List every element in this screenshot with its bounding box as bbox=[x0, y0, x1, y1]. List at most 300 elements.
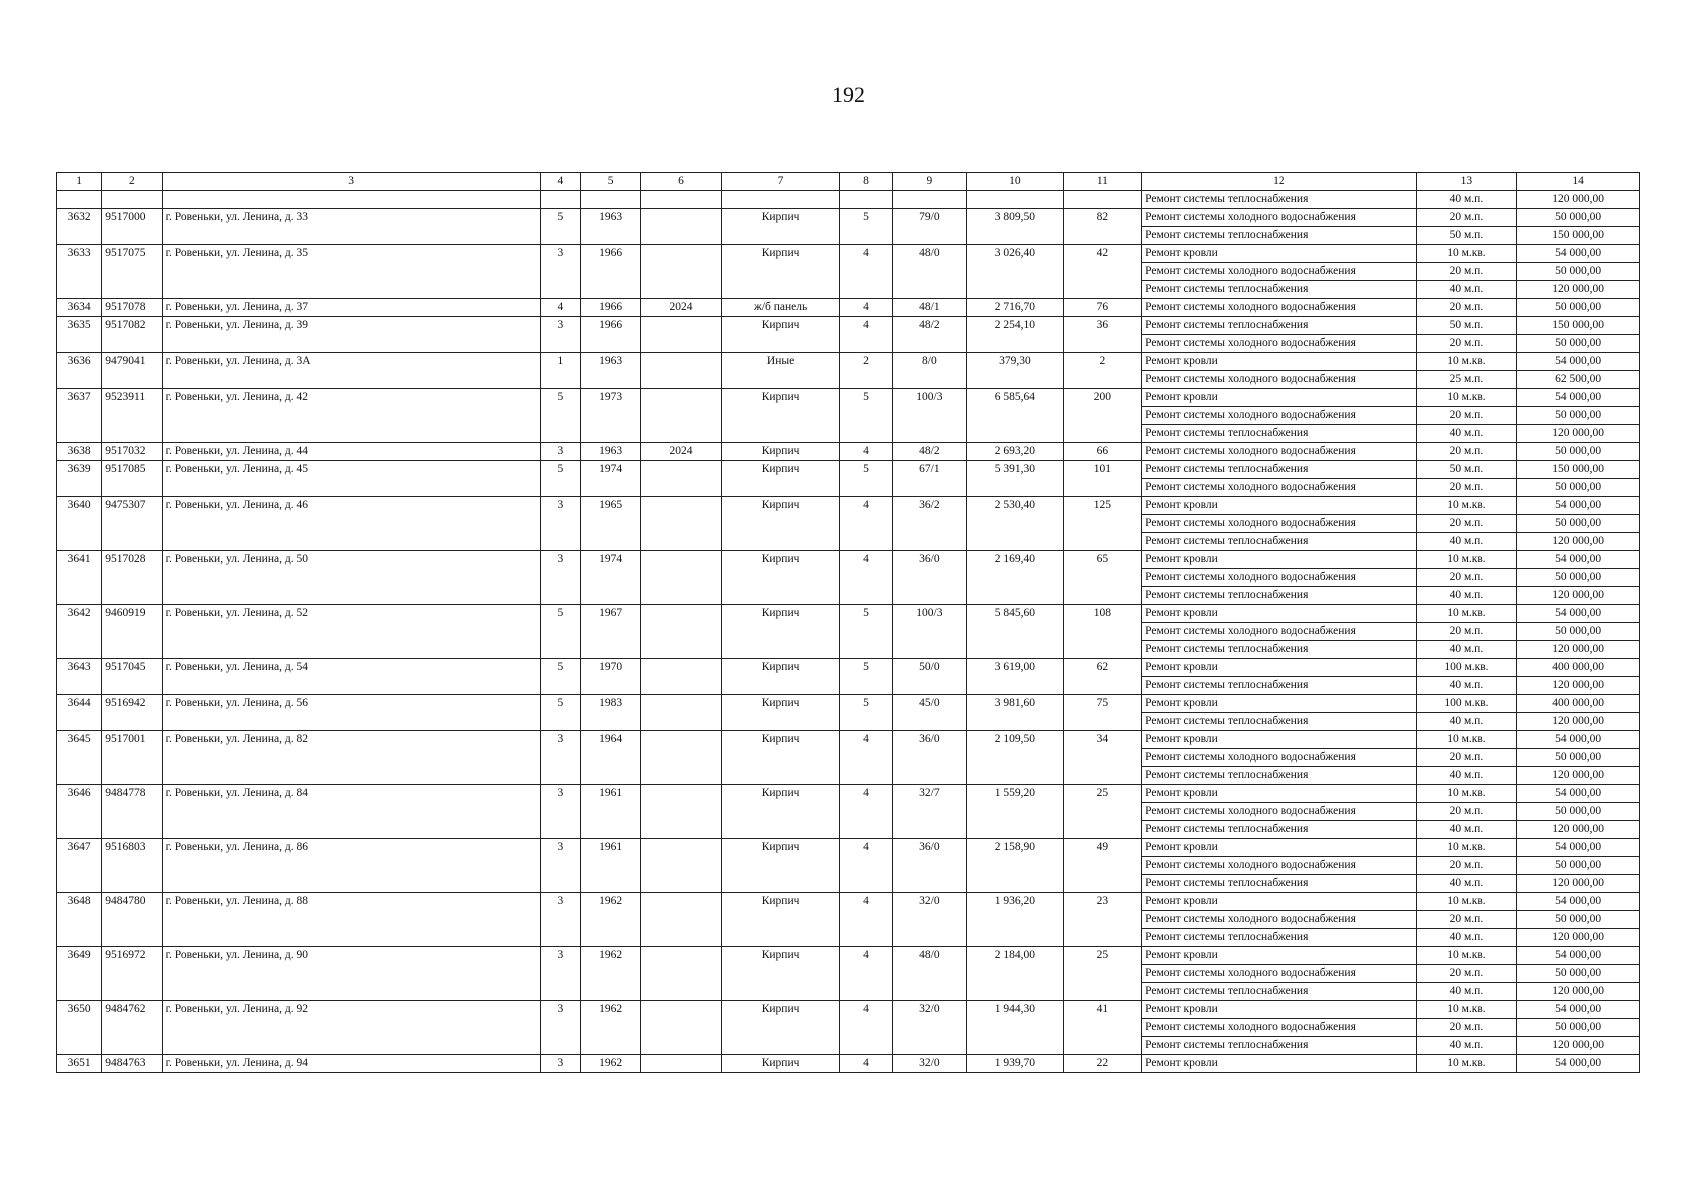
year-built-cell: 1962 bbox=[580, 893, 640, 947]
work-type-cell: Ремонт системы холодного водоснабжения bbox=[1142, 263, 1417, 281]
address-cell: г. Ровеньки, ул. Ленина, д. 86 bbox=[162, 839, 540, 893]
work-type-cell: Ремонт системы холодного водоснабжения bbox=[1142, 623, 1417, 641]
column-4-cell: 4 bbox=[540, 299, 580, 317]
row-number-cell: 3640 bbox=[57, 497, 102, 551]
column-11-cell: 41 bbox=[1063, 1001, 1141, 1055]
table-row bbox=[57, 443, 1640, 461]
work-cost-cell: 400 000,00 bbox=[1517, 695, 1640, 713]
work-cost-cell: 120 000,00 bbox=[1517, 587, 1640, 605]
work-cost-cell: 120 000,00 bbox=[1517, 425, 1640, 443]
column-9-cell: 48/2 bbox=[892, 443, 966, 461]
table-row bbox=[57, 1055, 1640, 1073]
work-cost-cell: 54 000,00 bbox=[1517, 839, 1640, 857]
table-body bbox=[57, 191, 1640, 1073]
address-cell: г. Ровеньки, ул. Ленина, д. 54 bbox=[162, 659, 540, 695]
work-cost-cell: 54 000,00 bbox=[1517, 551, 1640, 569]
column-header-11: 11 bbox=[1063, 173, 1141, 191]
work-cost-cell: 120 000,00 bbox=[1517, 713, 1640, 731]
work-volume-cell: 40 м.п. bbox=[1416, 425, 1517, 443]
column-header-9: 9 bbox=[892, 173, 966, 191]
table-row bbox=[57, 785, 1640, 803]
column-4-cell: 5 bbox=[540, 659, 580, 695]
building-code-cell: 9517001 bbox=[102, 731, 162, 785]
work-type-cell: Ремонт системы теплоснабжения bbox=[1142, 461, 1417, 479]
address-cell: г. Ровеньки, ул. Ленина, д. 42 bbox=[162, 389, 540, 443]
column-9-cell: 32/0 bbox=[892, 893, 966, 947]
work-cost-cell: 54 000,00 bbox=[1517, 497, 1640, 515]
row-number-cell: 3644 bbox=[57, 695, 102, 731]
work-cost-cell: 62 500,00 bbox=[1517, 371, 1640, 389]
work-type-cell: Ремонт кровли bbox=[1142, 731, 1417, 749]
work-cost-cell: 50 000,00 bbox=[1517, 407, 1640, 425]
column-11-cell: 65 bbox=[1063, 551, 1141, 605]
year-built-cell: 1965 bbox=[580, 497, 640, 551]
year-built-cell: 1963 bbox=[580, 209, 640, 245]
work-volume-cell: 40 м.п. bbox=[1416, 533, 1517, 551]
work-type-cell: Ремонт кровли bbox=[1142, 1001, 1417, 1019]
column-8-cell: 4 bbox=[840, 551, 892, 605]
column-8-cell: 5 bbox=[840, 605, 892, 659]
page-number: 192 bbox=[832, 82, 865, 107]
column-8-cell: 4 bbox=[840, 731, 892, 785]
column-9-cell: 48/2 bbox=[892, 317, 966, 353]
work-cost-cell: 54 000,00 bbox=[1517, 1001, 1640, 1019]
year-built-cell: 1963 bbox=[580, 443, 640, 461]
column-9-cell: 45/0 bbox=[892, 695, 966, 731]
work-volume-cell: 50 м.п. bbox=[1416, 227, 1517, 245]
work-volume-cell: 10 м.кв. bbox=[1416, 245, 1517, 263]
column-11-cell: 75 bbox=[1063, 695, 1141, 731]
work-volume-cell: 10 м.кв. bbox=[1416, 947, 1517, 965]
table-row bbox=[57, 353, 1640, 371]
column-header-8: 8 bbox=[840, 173, 892, 191]
work-volume-cell: 20 м.п. bbox=[1416, 407, 1517, 425]
column-8-cell: 4 bbox=[840, 245, 892, 299]
empty-cell bbox=[721, 191, 840, 209]
address-cell: г. Ровеньки, ул. Ленина, д. 82 bbox=[162, 731, 540, 785]
row-number-cell: 3638 bbox=[57, 443, 102, 461]
building-code-cell: 9484763 bbox=[102, 1055, 162, 1073]
address-cell: г. Ровеньки, ул. Ленина, д. 46 bbox=[162, 497, 540, 551]
area-cell: 1 559,20 bbox=[967, 785, 1064, 839]
column-6-cell bbox=[641, 551, 721, 605]
work-cost-cell: 120 000,00 bbox=[1517, 821, 1640, 839]
empty-cell bbox=[57, 191, 102, 209]
row-number-cell: 3633 bbox=[57, 245, 102, 299]
work-type-cell: Ремонт кровли bbox=[1142, 245, 1417, 263]
work-cost-cell: 50 000,00 bbox=[1517, 479, 1640, 497]
work-type-cell: Ремонт кровли bbox=[1142, 785, 1417, 803]
work-cost-cell: 50 000,00 bbox=[1517, 335, 1640, 353]
column-header-4: 4 bbox=[540, 173, 580, 191]
column-4-cell: 3 bbox=[540, 839, 580, 893]
column-4-cell: 3 bbox=[540, 893, 580, 947]
work-cost-cell: 150 000,00 bbox=[1517, 461, 1640, 479]
area-cell: 6 585,64 bbox=[967, 389, 1064, 443]
column-6-cell bbox=[641, 209, 721, 245]
row-number-cell: 3649 bbox=[57, 947, 102, 1001]
building-code-cell: 9475307 bbox=[102, 497, 162, 551]
column-6-cell bbox=[641, 785, 721, 839]
table-row bbox=[57, 605, 1640, 623]
column-6-cell bbox=[641, 497, 721, 551]
column-9-cell: 32/7 bbox=[892, 785, 966, 839]
work-cost-cell: 50 000,00 bbox=[1517, 299, 1640, 317]
work-volume-cell: 20 м.п. bbox=[1416, 803, 1517, 821]
work-type-cell: Ремонт системы теплоснабжения bbox=[1142, 713, 1417, 731]
row-number-cell: 3646 bbox=[57, 785, 102, 839]
work-volume-cell: 10 м.кв. bbox=[1416, 551, 1517, 569]
column-6-cell bbox=[641, 245, 721, 299]
wall-material-cell: Кирпич bbox=[721, 1055, 840, 1073]
work-cost-cell: 150 000,00 bbox=[1517, 227, 1640, 245]
building-code-cell: 9517032 bbox=[102, 443, 162, 461]
empty-cell bbox=[840, 191, 892, 209]
work-type-cell: Ремонт системы холодного водоснабжения bbox=[1142, 335, 1417, 353]
wall-material-cell: Кирпич bbox=[721, 947, 840, 1001]
column-header-2: 2 bbox=[102, 173, 162, 191]
table-row bbox=[57, 245, 1640, 263]
row-number-cell: 3635 bbox=[57, 317, 102, 353]
column-8-cell: 4 bbox=[840, 497, 892, 551]
work-volume-cell: 20 м.п. bbox=[1416, 209, 1517, 227]
wall-material-cell: Кирпич bbox=[721, 731, 840, 785]
work-type-cell: Ремонт кровли bbox=[1142, 839, 1417, 857]
year-built-cell: 1966 bbox=[580, 299, 640, 317]
work-volume-cell: 10 м.кв. bbox=[1416, 893, 1517, 911]
table-row bbox=[57, 551, 1640, 569]
area-cell: 1 936,20 bbox=[967, 893, 1064, 947]
building-code-cell: 9479041 bbox=[102, 353, 162, 389]
column-9-cell: 36/2 bbox=[892, 497, 966, 551]
column-6-cell bbox=[641, 731, 721, 785]
work-type-cell: Ремонт кровли bbox=[1142, 389, 1417, 407]
column-4-cell: 3 bbox=[540, 245, 580, 299]
row-number-cell: 3650 bbox=[57, 1001, 102, 1055]
area-cell: 3 026,40 bbox=[967, 245, 1064, 299]
address-cell: г. Ровеньки, ул. Ленина, д. 44 bbox=[162, 443, 540, 461]
work-type-cell: Ремонт системы теплоснабжения bbox=[1142, 317, 1417, 335]
table-row bbox=[57, 191, 1640, 209]
work-type-cell: Ремонт системы теплоснабжения bbox=[1142, 875, 1417, 893]
wall-material-cell: Кирпич bbox=[721, 461, 840, 497]
work-volume-cell: 20 м.п. bbox=[1416, 857, 1517, 875]
work-type-cell: Ремонт кровли bbox=[1142, 497, 1417, 515]
column-4-cell: 5 bbox=[540, 605, 580, 659]
address-cell: г. Ровеньки, ул. Ленина, д. 52 bbox=[162, 605, 540, 659]
address-cell: г. Ровеньки, ул. Ленина, д. 84 bbox=[162, 785, 540, 839]
column-9-cell: 36/0 bbox=[892, 839, 966, 893]
column-8-cell: 4 bbox=[840, 893, 892, 947]
work-volume-cell: 20 м.п. bbox=[1416, 479, 1517, 497]
wall-material-cell: Кирпич bbox=[721, 209, 840, 245]
row-number-cell: 3639 bbox=[57, 461, 102, 497]
area-cell: 2 184,00 bbox=[967, 947, 1064, 1001]
column-9-cell: 8/0 bbox=[892, 353, 966, 389]
work-cost-cell: 120 000,00 bbox=[1517, 641, 1640, 659]
work-type-cell: Ремонт кровли bbox=[1142, 1055, 1417, 1073]
work-volume-cell: 40 м.п. bbox=[1416, 677, 1517, 695]
column-4-cell: 5 bbox=[540, 209, 580, 245]
column-header-6: 6 bbox=[641, 173, 721, 191]
column-11-cell: 49 bbox=[1063, 839, 1141, 893]
work-volume-cell: 40 м.п. bbox=[1416, 983, 1517, 1001]
year-built-cell: 1974 bbox=[580, 551, 640, 605]
column-9-cell: 48/1 bbox=[892, 299, 966, 317]
column-8-cell: 5 bbox=[840, 659, 892, 695]
area-cell: 2 169,40 bbox=[967, 551, 1064, 605]
work-type-cell: Ремонт системы холодного водоснабжения bbox=[1142, 1019, 1417, 1037]
work-volume-cell: 10 м.кв. bbox=[1416, 1001, 1517, 1019]
address-cell: г. Ровеньки, ул. Ленина, д. 90 bbox=[162, 947, 540, 1001]
address-cell: г. Ровеньки, ул. Ленина, д. 33 bbox=[162, 209, 540, 245]
work-volume-cell: 40 м.п. bbox=[1416, 713, 1517, 731]
work-type-cell: Ремонт системы теплоснабжения bbox=[1142, 821, 1417, 839]
year-built-cell: 1974 bbox=[580, 461, 640, 497]
column-8-cell: 5 bbox=[840, 209, 892, 245]
wall-material-cell: Кирпич bbox=[721, 695, 840, 731]
work-type-cell: Ремонт системы теплоснабжения bbox=[1142, 281, 1417, 299]
work-type-cell: Ремонт системы холодного водоснабжения bbox=[1142, 965, 1417, 983]
wall-material-cell: Кирпич bbox=[721, 497, 840, 551]
building-code-cell: 9517078 bbox=[102, 299, 162, 317]
address-cell: г. Ровеньки, ул. Ленина, д. 94 bbox=[162, 1055, 540, 1073]
work-volume-cell: 20 м.п. bbox=[1416, 515, 1517, 533]
work-type-cell: Ремонт системы холодного водоснабжения bbox=[1142, 857, 1417, 875]
registry-table bbox=[56, 172, 1640, 1073]
work-cost-cell: 50 000,00 bbox=[1517, 965, 1640, 983]
work-type-cell: Ремонт системы теплоснабжения bbox=[1142, 191, 1417, 209]
building-code-cell: 9517000 bbox=[102, 209, 162, 245]
wall-material-cell: Кирпич bbox=[721, 389, 840, 443]
column-6-cell bbox=[641, 695, 721, 731]
address-cell: г. Ровеньки, ул. Ленина, д. 88 bbox=[162, 893, 540, 947]
work-type-cell: Ремонт кровли bbox=[1142, 695, 1417, 713]
empty-cell bbox=[540, 191, 580, 209]
column-9-cell: 100/3 bbox=[892, 605, 966, 659]
work-type-cell: Ремонт системы теплоснабжения bbox=[1142, 983, 1417, 1001]
work-cost-cell: 50 000,00 bbox=[1517, 443, 1640, 461]
work-type-cell: Ремонт системы холодного водоснабжения bbox=[1142, 803, 1417, 821]
work-type-cell: Ремонт системы холодного водоснабжения bbox=[1142, 371, 1417, 389]
column-11-cell: 66 bbox=[1063, 443, 1141, 461]
work-volume-cell: 20 м.п. bbox=[1416, 569, 1517, 587]
work-cost-cell: 120 000,00 bbox=[1517, 767, 1640, 785]
table-row bbox=[57, 1001, 1640, 1019]
column-6-cell bbox=[641, 605, 721, 659]
column-header-10: 10 bbox=[967, 173, 1064, 191]
column-9-cell: 67/1 bbox=[892, 461, 966, 497]
empty-cell bbox=[641, 191, 721, 209]
empty-cell bbox=[580, 191, 640, 209]
column-4-cell: 3 bbox=[540, 731, 580, 785]
column-11-cell: 82 bbox=[1063, 209, 1141, 245]
empty-cell bbox=[967, 191, 1064, 209]
work-cost-cell: 50 000,00 bbox=[1517, 263, 1640, 281]
column-11-cell: 101 bbox=[1063, 461, 1141, 497]
work-type-cell: Ремонт системы холодного водоснабжения bbox=[1142, 911, 1417, 929]
column-6-cell: 2024 bbox=[641, 299, 721, 317]
column-header-12: 12 bbox=[1142, 173, 1417, 191]
area-cell: 3 619,00 bbox=[967, 659, 1064, 695]
work-volume-cell: 40 м.п. bbox=[1416, 767, 1517, 785]
work-cost-cell: 54 000,00 bbox=[1517, 389, 1640, 407]
row-number-cell: 3637 bbox=[57, 389, 102, 443]
work-volume-cell: 10 м.кв. bbox=[1416, 353, 1517, 371]
column-8-cell: 5 bbox=[840, 695, 892, 731]
column-6-cell bbox=[641, 461, 721, 497]
building-code-cell: 9517085 bbox=[102, 461, 162, 497]
wall-material-cell: Кирпич bbox=[721, 893, 840, 947]
column-6-cell bbox=[641, 1001, 721, 1055]
work-type-cell: Ремонт системы теплоснабжения bbox=[1142, 533, 1417, 551]
header-row bbox=[57, 173, 1640, 191]
column-11-cell: 76 bbox=[1063, 299, 1141, 317]
work-type-cell: Ремонт системы теплоснабжения bbox=[1142, 677, 1417, 695]
table-row bbox=[57, 209, 1640, 227]
building-code-cell: 9460919 bbox=[102, 605, 162, 659]
area-cell: 5 391,30 bbox=[967, 461, 1064, 497]
column-8-cell: 4 bbox=[840, 785, 892, 839]
work-volume-cell: 100 м.кв. bbox=[1416, 695, 1517, 713]
work-type-cell: Ремонт системы холодного водоснабжения bbox=[1142, 749, 1417, 767]
building-code-cell: 9517028 bbox=[102, 551, 162, 605]
column-11-cell: 25 bbox=[1063, 947, 1141, 1001]
column-header-7: 7 bbox=[721, 173, 840, 191]
work-volume-cell: 20 м.п. bbox=[1416, 299, 1517, 317]
area-cell: 379,30 bbox=[967, 353, 1064, 389]
column-8-cell: 4 bbox=[840, 317, 892, 353]
building-code-cell: 9523911 bbox=[102, 389, 162, 443]
work-volume-cell: 40 м.п. bbox=[1416, 821, 1517, 839]
area-cell: 2 693,20 bbox=[967, 443, 1064, 461]
wall-material-cell: Кирпич bbox=[721, 1001, 840, 1055]
column-8-cell: 4 bbox=[840, 947, 892, 1001]
year-built-cell: 1970 bbox=[580, 659, 640, 695]
work-cost-cell: 120 000,00 bbox=[1517, 281, 1640, 299]
wall-material-cell: Кирпич bbox=[721, 785, 840, 839]
work-cost-cell: 50 000,00 bbox=[1517, 857, 1640, 875]
work-cost-cell: 50 000,00 bbox=[1517, 803, 1640, 821]
address-cell: г. Ровеньки, ул. Ленина, д. 37 bbox=[162, 299, 540, 317]
work-type-cell: Ремонт системы холодного водоснабжения bbox=[1142, 515, 1417, 533]
row-number-cell: 3641 bbox=[57, 551, 102, 605]
column-11-cell: 108 bbox=[1063, 605, 1141, 659]
column-11-cell: 42 bbox=[1063, 245, 1141, 299]
work-cost-cell: 54 000,00 bbox=[1517, 1055, 1640, 1073]
empty-cell bbox=[102, 191, 162, 209]
work-cost-cell: 50 000,00 bbox=[1517, 515, 1640, 533]
work-cost-cell: 54 000,00 bbox=[1517, 947, 1640, 965]
work-cost-cell: 54 000,00 bbox=[1517, 605, 1640, 623]
column-9-cell: 100/3 bbox=[892, 389, 966, 443]
work-volume-cell: 20 м.п. bbox=[1416, 911, 1517, 929]
work-cost-cell: 54 000,00 bbox=[1517, 785, 1640, 803]
work-volume-cell: 40 м.п. bbox=[1416, 1037, 1517, 1055]
work-type-cell: Ремонт кровли bbox=[1142, 893, 1417, 911]
column-8-cell: 4 bbox=[840, 299, 892, 317]
column-header-5: 5 bbox=[580, 173, 640, 191]
address-cell: г. Ровеньки, ул. Ленина, д. 92 bbox=[162, 1001, 540, 1055]
column-4-cell: 3 bbox=[540, 443, 580, 461]
column-11-cell: 36 bbox=[1063, 317, 1141, 353]
table-row bbox=[57, 497, 1640, 515]
column-header-13: 13 bbox=[1416, 173, 1517, 191]
work-cost-cell: 50 000,00 bbox=[1517, 569, 1640, 587]
work-type-cell: Ремонт системы холодного водоснабжения bbox=[1142, 443, 1417, 461]
column-8-cell: 5 bbox=[840, 389, 892, 443]
column-11-cell: 200 bbox=[1063, 389, 1141, 443]
column-4-cell: 3 bbox=[540, 497, 580, 551]
address-cell: г. Ровеньки, ул. Ленина, д. 35 bbox=[162, 245, 540, 299]
work-type-cell: Ремонт системы теплоснабжения bbox=[1142, 641, 1417, 659]
area-cell: 5 845,60 bbox=[967, 605, 1064, 659]
work-volume-cell: 10 м.кв. bbox=[1416, 731, 1517, 749]
column-6-cell: 2024 bbox=[641, 443, 721, 461]
column-6-cell bbox=[641, 353, 721, 389]
work-cost-cell: 50 000,00 bbox=[1517, 749, 1640, 767]
column-6-cell bbox=[641, 317, 721, 353]
row-number-cell: 3642 bbox=[57, 605, 102, 659]
row-number-cell: 3636 bbox=[57, 353, 102, 389]
work-type-cell: Ремонт системы теплоснабжения bbox=[1142, 767, 1417, 785]
work-volume-cell: 20 м.п. bbox=[1416, 263, 1517, 281]
column-4-cell: 3 bbox=[540, 317, 580, 353]
work-type-cell: Ремонт системы холодного водоснабжения bbox=[1142, 479, 1417, 497]
work-volume-cell: 10 м.кв. bbox=[1416, 839, 1517, 857]
column-4-cell: 5 bbox=[540, 461, 580, 497]
table-row bbox=[57, 299, 1640, 317]
column-6-cell bbox=[641, 1055, 721, 1073]
work-volume-cell: 40 м.п. bbox=[1416, 587, 1517, 605]
work-type-cell: Ремонт системы холодного водоснабжения bbox=[1142, 299, 1417, 317]
work-volume-cell: 40 м.п. bbox=[1416, 281, 1517, 299]
work-type-cell: Ремонт системы холодного водоснабжения bbox=[1142, 407, 1417, 425]
year-built-cell: 1962 bbox=[580, 1055, 640, 1073]
work-cost-cell: 400 000,00 bbox=[1517, 659, 1640, 677]
row-number-cell: 3648 bbox=[57, 893, 102, 947]
year-built-cell: 1967 bbox=[580, 605, 640, 659]
building-code-cell: 9516942 bbox=[102, 695, 162, 731]
row-number-cell: 3645 bbox=[57, 731, 102, 785]
work-volume-cell: 100 м.кв. bbox=[1416, 659, 1517, 677]
table-row bbox=[57, 947, 1640, 965]
work-cost-cell: 120 000,00 bbox=[1517, 677, 1640, 695]
column-11-cell: 34 bbox=[1063, 731, 1141, 785]
year-built-cell: 1983 bbox=[580, 695, 640, 731]
table-row bbox=[57, 839, 1640, 857]
column-4-cell: 5 bbox=[540, 389, 580, 443]
wall-material-cell: Кирпич bbox=[721, 839, 840, 893]
table-row bbox=[57, 461, 1640, 479]
work-volume-cell: 20 м.п. bbox=[1416, 1019, 1517, 1037]
area-cell: 1 944,30 bbox=[967, 1001, 1064, 1055]
work-volume-cell: 40 м.п. bbox=[1416, 875, 1517, 893]
column-8-cell: 4 bbox=[840, 443, 892, 461]
year-built-cell: 1966 bbox=[580, 245, 640, 299]
area-cell: 1 939,70 bbox=[967, 1055, 1064, 1073]
column-header-3: 3 bbox=[162, 173, 540, 191]
wall-material-cell: Кирпич bbox=[721, 659, 840, 695]
area-cell: 2 254,10 bbox=[967, 317, 1064, 353]
work-cost-cell: 50 000,00 bbox=[1517, 623, 1640, 641]
work-cost-cell: 150 000,00 bbox=[1517, 317, 1640, 335]
work-cost-cell: 120 000,00 bbox=[1517, 191, 1640, 209]
column-9-cell: 48/0 bbox=[892, 947, 966, 1001]
wall-material-cell: Кирпич bbox=[721, 317, 840, 353]
column-4-cell: 3 bbox=[540, 785, 580, 839]
column-11-cell: 62 bbox=[1063, 659, 1141, 695]
